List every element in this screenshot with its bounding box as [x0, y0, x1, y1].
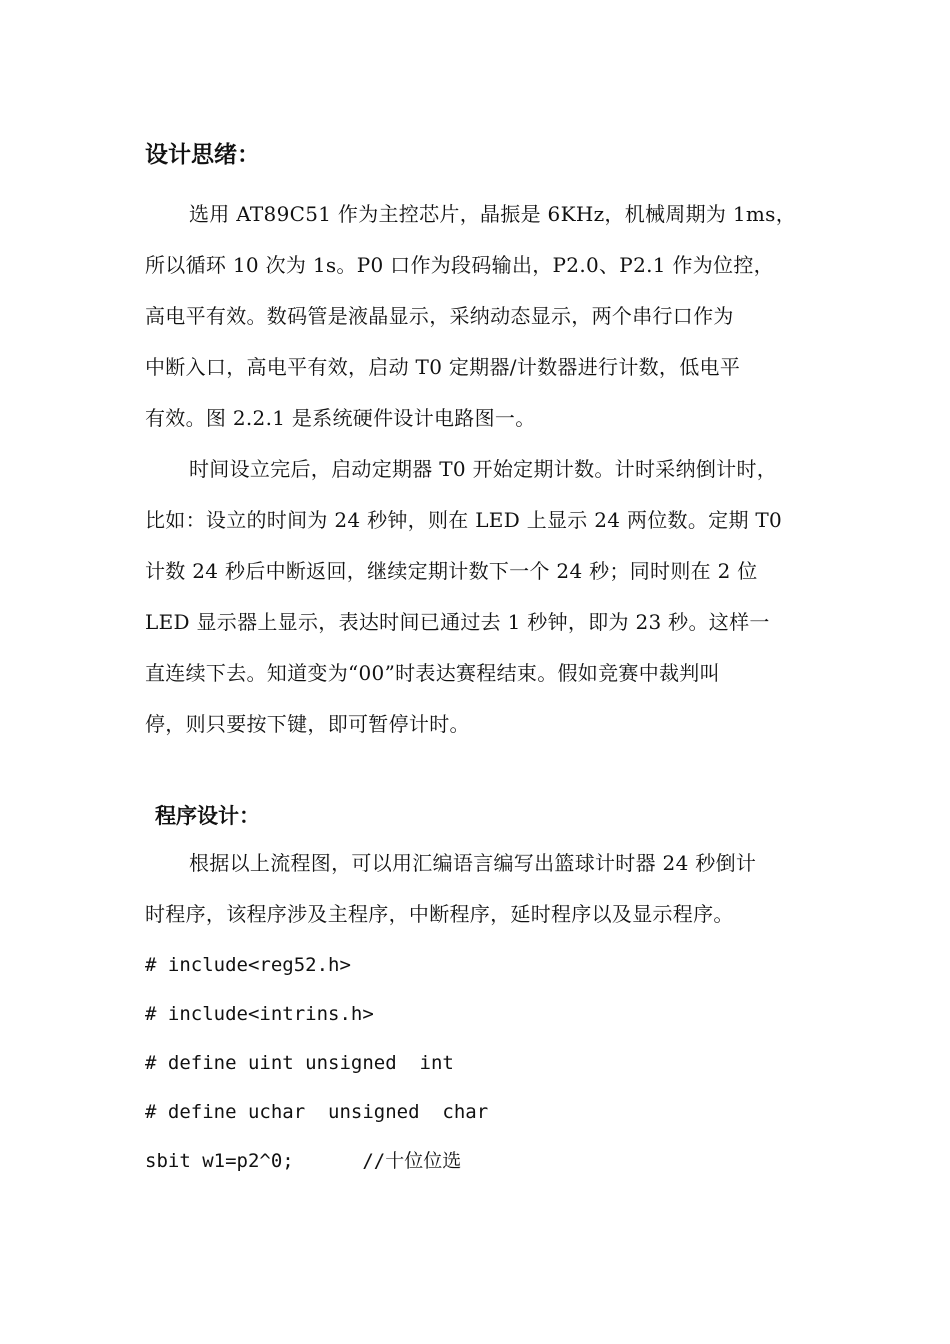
text-line: 直连续下去。知道变为“00”时表达赛程结束。假如竞赛中裁判叫 [145, 661, 720, 685]
text-line: 有效。图 2.2.1 是系统硬件设计电路图一。 [145, 406, 536, 430]
design-ideas-heading: 设计思绪： [145, 142, 260, 168]
text-line: 时程序，该程序涉及主程序，中断程序，延时程序以及显示程序。 [145, 902, 734, 926]
code-line: # define uchar unsigned char [145, 1101, 489, 1123]
text-line: 选用 AT89C51 作为主控芯片，晶振是 6KHz，机械周期为 1ms， [189, 202, 797, 226]
code-line: sbit w1=p2^0; //十位位选 [145, 1150, 462, 1172]
code-listing [145, 941, 488, 1186]
text-line: LED 显示器上显示，表达时间已通过去 1 秒钟，即为 23 秒。这样一 [145, 610, 770, 634]
text-line: 计数 24 秒后中断返回，继续定期计数下一个 24 秒；同时则在 2 位 [145, 559, 758, 583]
text-line: 根据以上流程图，可以用汇编语言编写出篮球计时器 24 秒倒计 [189, 851, 757, 875]
text-line: 时间设立完后，启动定期器 T0 开始定期计数。计时采纳倒计时， [189, 457, 778, 481]
code-line: # define uint unsigned int [145, 1052, 454, 1074]
text-line: 所以循环 10 次为 1s。P0 口作为段码输出，P2.0、P2.1 作为位控， [145, 253, 774, 277]
design-paragraph-2 [145, 444, 825, 750]
text-line: 停，则只要按下键，即可暂停计时。 [145, 712, 470, 736]
program-paragraph [145, 838, 825, 940]
text-line: 高电平有效。数码管是液晶显示，采纳动态显示，两个串行口作为 [145, 304, 734, 328]
text-line: 中断入口，高电平有效，启动 T0 定期器/计数器进行计数，低电平 [145, 355, 741, 379]
text-line: 比如：设立的时间为 24 秒钟，则在 LED 上显示 24 两位数。定期 T0 [145, 508, 783, 532]
code-line: # include<reg52.h> [145, 954, 351, 976]
code-line: # include<intrins.h> [145, 1003, 374, 1025]
design-paragraph-1 [145, 189, 825, 444]
program-design-heading: 程序设计： [155, 804, 260, 828]
